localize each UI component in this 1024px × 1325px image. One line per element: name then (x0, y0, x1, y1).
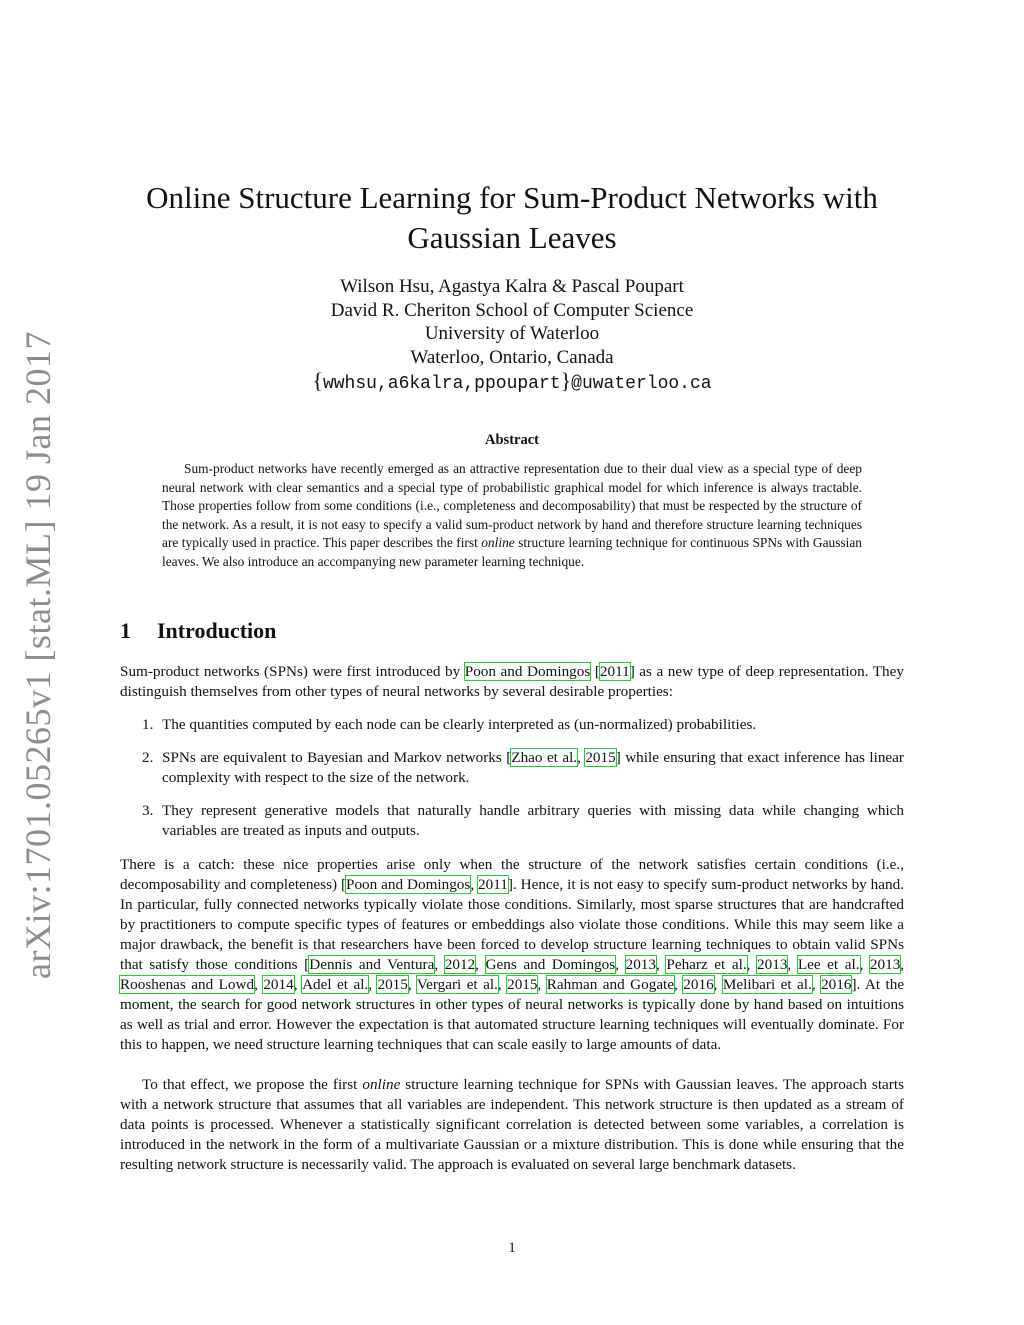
author-block (120, 275, 904, 397)
text-run: Sum-product networks (SPNs) were first introduced by (120, 663, 465, 680)
citation-link[interactable]: Poon and Domingos (464, 663, 591, 680)
title-line-2: Gaussian Leaves (407, 220, 617, 255)
text-run: , (900, 956, 905, 973)
list-item (120, 748, 904, 788)
citation-link[interactable]: 2013 (757, 956, 788, 973)
author-names: Wilson Hsu, Agastya Kalra & Pascal Poupart (340, 276, 684, 297)
abstract-heading: Abstract (485, 432, 539, 448)
citation-link[interactable]: 2013 (625, 956, 656, 973)
abstract-text-part-2: structure learning technique for continuous SPNs with Gaussian leaves. We also introduce an accompanying new parameter learning technique. (162, 535, 862, 569)
text-run: , (655, 956, 667, 973)
catch-paragraph (120, 855, 904, 1055)
citation-link[interactable]: Adel et al. (302, 976, 369, 993)
list-marker: 1. (142, 716, 154, 733)
text-run: , (293, 976, 303, 993)
paper-title (120, 178, 904, 258)
text-run: , (470, 876, 479, 893)
citation-link[interactable]: 2016 (821, 976, 852, 993)
citation-link[interactable]: 2011 (478, 876, 508, 893)
author-university: University of Waterloo (424, 323, 600, 344)
list-marker: 2. (142, 749, 154, 766)
text-run: , (475, 956, 486, 973)
list-item-text (162, 749, 904, 786)
abstract-text (162, 460, 862, 571)
effect-paragraph (120, 1075, 904, 1175)
intro-paragraph (120, 662, 904, 702)
citation-link[interactable]: 2014 (263, 976, 294, 993)
text-run: , (537, 976, 547, 993)
text-run: ] as a new type of deep representation. They distinguish themselves from other types of neural networks by several desirable properties: (120, 663, 904, 700)
citation-link[interactable]: Vergari et al. (416, 976, 498, 993)
text-run: ] while ensuring that exact inference has linear complexity with respect to the size of the network. (162, 749, 904, 786)
citation-link[interactable]: Rahman and Gogate (546, 976, 675, 993)
citation-link[interactable]: 2015 (377, 976, 408, 993)
author-department: David R. Cheriton School of Computer Science (330, 299, 694, 321)
text-run: , (497, 976, 508, 993)
email-brace-close: } (560, 368, 572, 393)
author-location: Waterloo, Ontario, Canada (410, 346, 614, 368)
title-line-1: Online Structure Learning for Sum-Product Networks with (146, 180, 878, 215)
email-domain: @uwaterloo.ca (571, 374, 712, 394)
text-run: , (434, 956, 445, 973)
text-run: , (787, 956, 798, 973)
citation-link[interactable]: 2013 (869, 956, 901, 973)
citation-link[interactable]: Rooshenas and Lowd (120, 976, 255, 993)
section-title: Introduction (157, 618, 277, 643)
citation-link[interactable]: Poon and Domingos (346, 876, 471, 893)
list-marker: 3. (142, 802, 154, 819)
list-item (120, 715, 904, 735)
abstract-text-part-1: Sum-product networks have recently emerged as an attractive representation due to their dual view as a special type of deep neural network with clear semantics and a special type of probabilistic graphical model for which inference is always tractable. Those properties follow from some conditions (i.e., completeness and decomposability) that must be respected by the structure of the network. As a result, it is not easy to specify a valid sum-product network by hand and therefore structure learning techniques are typically used in practice. This paper describes the first (162, 461, 862, 550)
effect-italic-word: online (362, 1076, 401, 1093)
citation-link[interactable]: Lee et al. (797, 956, 860, 973)
section-number: 1 (120, 618, 131, 643)
citation-link[interactable]: Peharz et al. (666, 956, 747, 973)
text-run: structure learning technique for SPNs with Gaussian leaves. The approach starts with a network structure that assumes that all variables are independent. This network structure is then updated as a stream of data points is processed. Whenever a statistically significant correlation is detected between some variables, a correlation is introduced in the network in the form of a multivariate Gaussian or a mixture distribution. This is done while ensuring that the resulting network structure is necessarily valid. The approach is evaluated on several large benchmark datasets. (120, 1076, 904, 1173)
citation-link[interactable]: Zhao et al. (511, 749, 578, 766)
arxiv-identifier[interactable]: arXiv:1701.05265v1 [stat.ML] 19 Jan 2017 (18, 331, 58, 979)
text-run: , (615, 956, 626, 973)
text-run: [ (590, 663, 600, 680)
email-brace-open: { (312, 368, 323, 393)
text-run: There is a catch: these nice properties arise only when the structure of the network satisfies certain conditions (i.e., decomposability and completeness) [ (120, 856, 904, 893)
text-run: , (811, 976, 822, 993)
citation-link[interactable]: 2015 (585, 749, 616, 766)
page-number: 1 (508, 1240, 516, 1256)
text-run: , (254, 976, 264, 993)
citation-link[interactable]: 2016 (683, 976, 714, 993)
text-run: To that effect, we propose the first (142, 1076, 363, 1093)
text-run: SPNs are equivalent to Bayesian and Markov networks [ (162, 749, 512, 766)
properties-list (120, 715, 904, 854)
list-item (120, 801, 904, 841)
text-run: ]. Hence, it is not easy to specify sum-product networks by hand. In particular, fully connected networks typically violate those conditions. Similarly, most sparse structures that are handcrafted by practitioners to compute specific types of features or embeddings also violate those conditions. While this may seem like a major drawback, the benefit is that researchers have been forced to develop structure learning techniques to obtain valid SPNs that satisfy those conditions [ (120, 876, 904, 973)
section-heading (120, 618, 276, 644)
list-item-text: The quantities computed by each node can be clearly interpreted as (un-normalized) probabilities. (162, 716, 757, 733)
text-run: , (577, 749, 586, 766)
citation-link[interactable]: 2012 (444, 956, 476, 973)
citation-link[interactable]: Dennis and Ventura (309, 956, 435, 973)
citation-link[interactable]: 2011 (599, 663, 630, 680)
text-run: , (368, 976, 378, 993)
text-run: , (746, 956, 758, 973)
author-emails (120, 369, 904, 397)
text-run: ]. At the moment, the search for good network structures in other types of neural networks is typically done by hand based on intuitions as well as trial and error. However the expectation is that automated structure learning techniques will eventually dominate. For this to happen, we need structure learning techniques that can scale easily to large amounts of data. (120, 976, 905, 1053)
citation-link[interactable]: Gens and Domingos (485, 956, 616, 973)
citation-link[interactable]: Melibari et al. (722, 976, 812, 993)
text-run: , (859, 956, 870, 973)
email-users: wwhsu,a6kalra,ppoupart (322, 374, 561, 394)
text-run: , (407, 976, 417, 993)
text-run: , (674, 976, 684, 993)
abstract-italic-word: online (481, 535, 515, 550)
list-item-text: They represent generative models that naturally handle arbitrary queries with missing data while changing which variables are treated as inputs and outputs. (162, 802, 904, 839)
citation-link[interactable]: 2015 (507, 976, 538, 993)
text-run: , (713, 976, 723, 993)
